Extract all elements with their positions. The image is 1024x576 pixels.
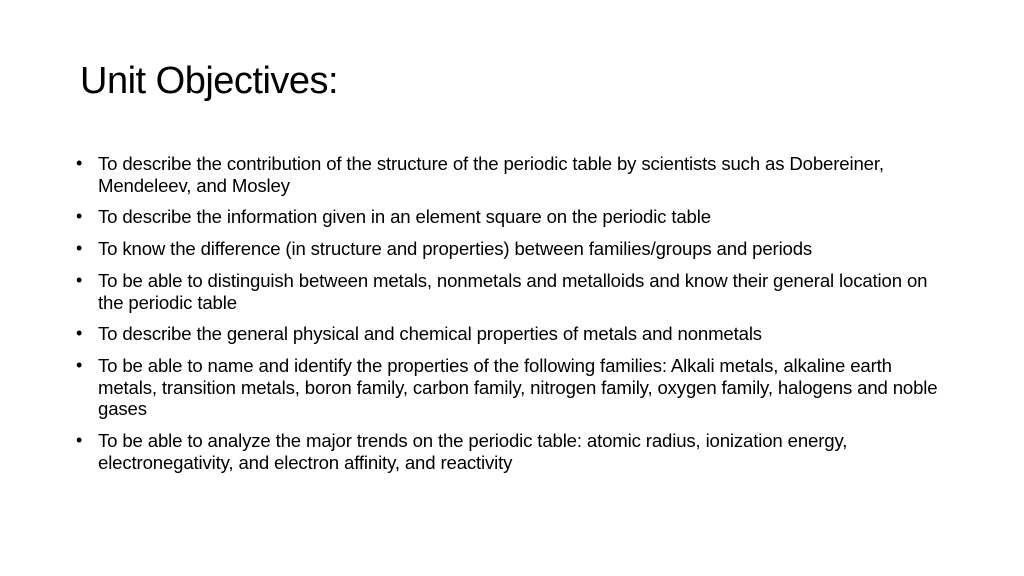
list-item (74, 323, 954, 345)
list-item-text: To describe the contribution of the structure of the periodic table by scientists such as Dobereiner, Mendeleev, and Mosley (98, 153, 884, 196)
list-item-text: To be able to analyze the major trends on the periodic table: atomic radius, ionization energy, electronegativity, and electron affinity, and reactivity (98, 430, 848, 473)
list-item (74, 270, 954, 313)
bullet-icon: • (76, 153, 83, 173)
list-item-text: To describe the general physical and chemical properties of metals and nonmetals (98, 323, 762, 345)
list-item (74, 153, 954, 196)
list-item (74, 355, 954, 420)
bullet-icon: • (76, 206, 83, 227)
bullet-icon: • (76, 323, 83, 344)
bullet-icon: • (76, 269, 83, 290)
objectives-list (74, 153, 954, 483)
list-item (74, 430, 954, 473)
list-item-text: To be able to distinguish between metals, nonmetals and metalloids and know their general location on the periodic table (98, 269, 928, 313)
list-item-text: To describe the information given in an element square on the periodic table (98, 206, 711, 228)
list-item (74, 238, 954, 260)
list-item (74, 206, 954, 228)
bullet-icon: • (76, 238, 83, 259)
list-item-text: To be able to name and identify the properties of the following families: Alkali metals, alkaline earth metals, transition metals, boron family, carbon family, nitrogen family, oxygen family, halogens and noble gases (98, 354, 938, 420)
bullet-icon: • (76, 354, 83, 375)
bullet-icon: • (76, 430, 83, 451)
list-item-text: To know the difference (in structure and properties) between families/groups and periods (98, 238, 813, 260)
slide-title: Unit Objectives: (80, 60, 339, 102)
